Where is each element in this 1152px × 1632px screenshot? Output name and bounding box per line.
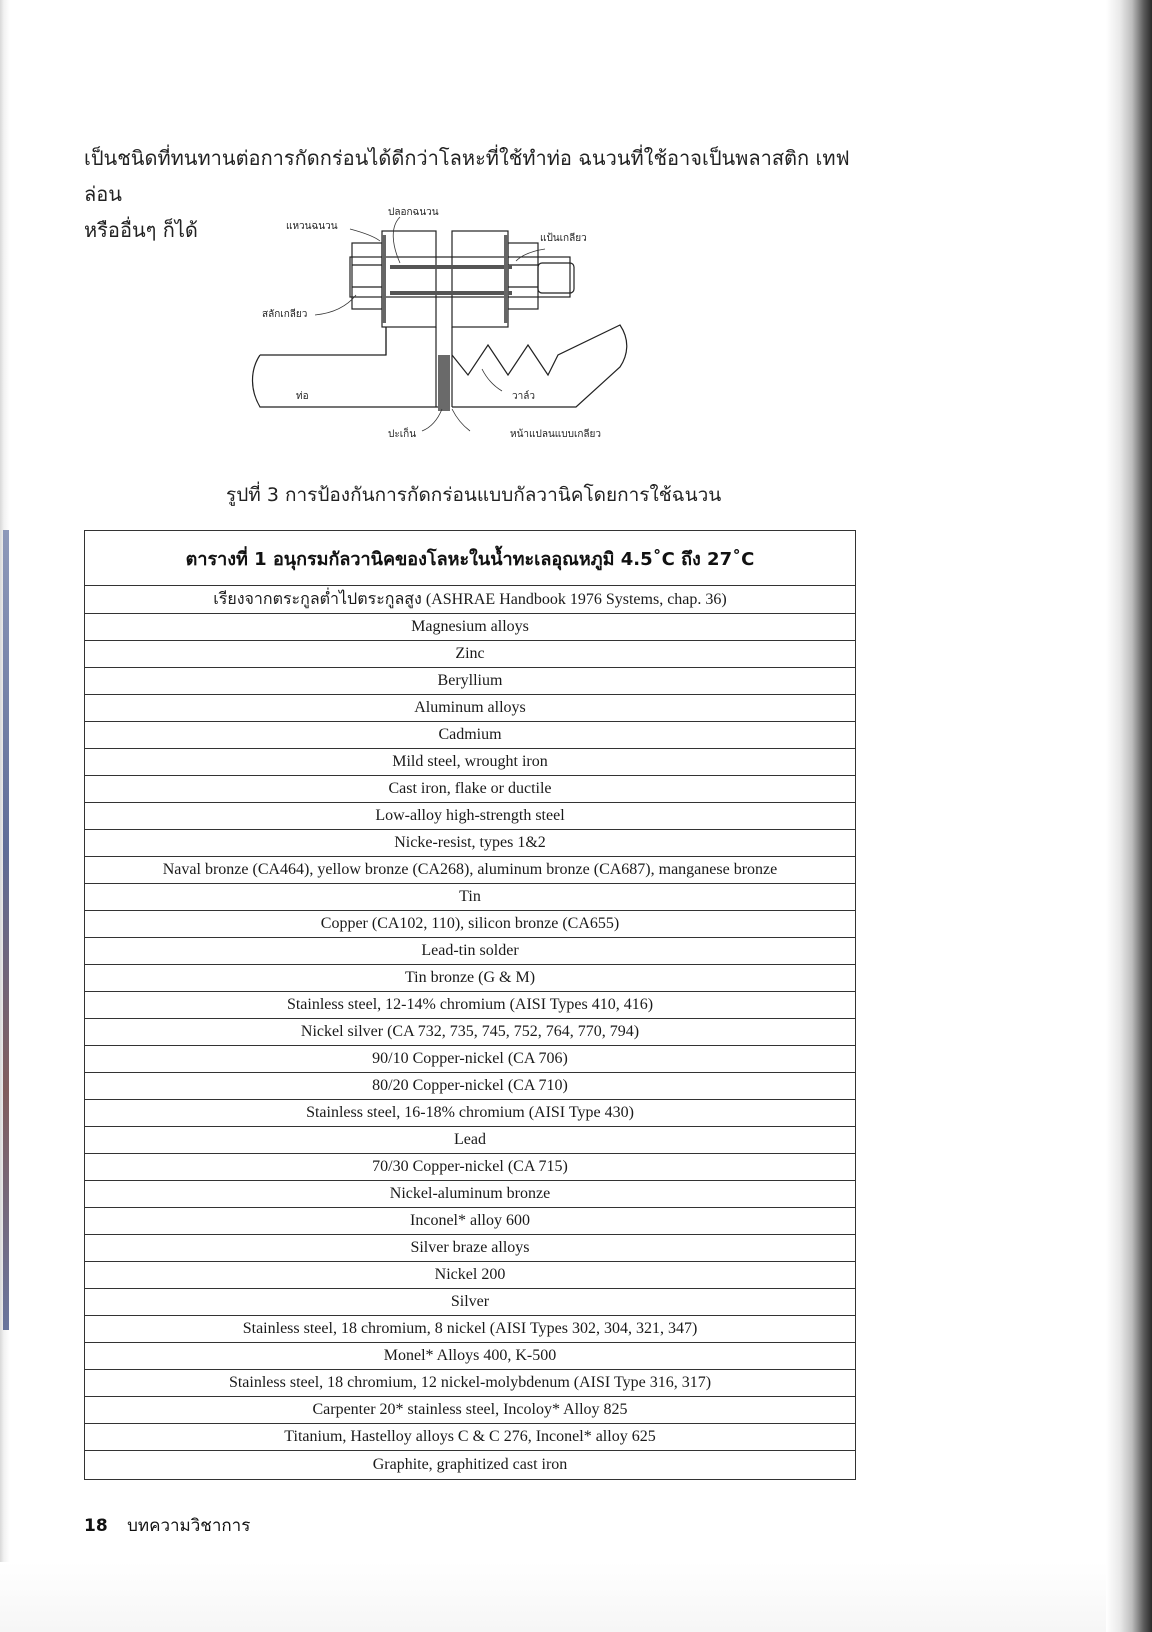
table-row: Monel* Alloys 400, K-500 — [85, 1343, 855, 1370]
table-row: Stainless steel, 18 chromium, 12 nickel-molybdenum (AISI Type 316, 317) — [85, 1370, 855, 1397]
book-spine — [3, 530, 9, 1330]
table-row: Nickel silver (CA 732, 735, 745, 752, 764, 770, 794) — [85, 1019, 855, 1046]
valve-outline — [452, 325, 627, 407]
table-row: Cadmium — [85, 722, 855, 749]
table-row: Magnesium alloys — [85, 614, 855, 641]
table-row: Titanium, Hastelloy alloys C & C 276, Inconel* alloy 625 — [85, 1424, 855, 1451]
pipe-outline — [253, 327, 441, 407]
table-row: Carpenter 20* stainless steel, Incoloy* Alloy 825 — [85, 1397, 855, 1424]
bolt-end — [538, 263, 574, 293]
page-footer — [84, 1512, 250, 1539]
table-row: Low-alloy high-strength steel — [85, 803, 855, 830]
insulated-flange-diagram — [240, 205, 670, 465]
page-edge-right — [1106, 0, 1152, 1632]
table-row: Inconel* alloy 600 — [85, 1208, 855, 1235]
table-row: Naval bronze (CA464), yellow bronze (CA268), aluminum bronze (CA687), manganese bronze — [85, 857, 855, 884]
table-row: Copper (CA102, 110), silicon bronze (CA655) — [85, 911, 855, 938]
table-row: Silver — [85, 1289, 855, 1316]
table-title: ตารางที่ 1 อนุกรมกัลวานิคของโลหะในน้ำทะเลอุณหภูมิ 4.5˚C ถึง 27˚C — [85, 531, 855, 586]
gasket — [438, 355, 450, 411]
flange-right — [452, 231, 508, 327]
insulating-washer-left — [382, 235, 386, 323]
table-row: Stainless steel, 12-14% chromium (AISI Types 410, 416) — [85, 992, 855, 1019]
table-row: Stainless steel, 18 chromium, 8 nickel (AISI Types 302, 304, 321, 347) — [85, 1316, 855, 1343]
figure-caption: รูปที่ 3 การป้องกันการกัดกร่อนแบบกัลวานิคโดยการใช้ฉนวน — [226, 484, 722, 506]
galvanic-series-table — [84, 530, 856, 1480]
table-row: 80/20 Copper-nickel (CA 710) — [85, 1073, 855, 1100]
table-subtitle: เรียงจากตระกูลต่ำไปตระกูลสูง (ASHRAE Handbook 1976 Systems, chap. 36) — [85, 586, 855, 614]
table-row: Cast iron, flake or ductile — [85, 776, 855, 803]
label-insulating-sleeve: ปลอกฉนวน — [388, 207, 439, 218]
nut-left — [352, 243, 382, 309]
intro-line-2: หรืออื่นๆ ก็ได้ — [84, 218, 198, 242]
label-steel-washer: แป้นเกลียว — [540, 233, 587, 244]
flange-drawing — [240, 205, 670, 465]
table-row: Tin bronze (G & M) — [85, 965, 855, 992]
label-threaded-flange: หน้าแปลนแบบเกลียว — [510, 429, 602, 440]
intro-line-1: เป็นชนิดที่ทนทานต่อการกัดกร่อนได้ดีกว่าโลหะที่ใช้ทำท่อ ฉนวนที่ใช้อาจเป็นพลาสติก เทฟล่อน — [84, 146, 850, 206]
flange-left — [382, 231, 436, 327]
label-insulating-washer: แหวนฉนวน — [286, 221, 338, 232]
footer-section: บทความวิชาการ — [127, 1516, 251, 1536]
page-number: 18 — [84, 1516, 108, 1536]
table-row: 90/10 Copper-nickel (CA 706) — [85, 1046, 855, 1073]
label-valve: วาล์ว — [512, 391, 535, 402]
table-row: Graphite, graphitized cast iron — [372, 1456, 568, 1473]
table-row: Nicke-resist, types 1&2 — [85, 830, 855, 857]
insulating-sleeve-bottom — [390, 291, 512, 295]
table-row: Mild steel, wrought iron — [85, 749, 855, 776]
table-row: Nickel 200 — [85, 1262, 855, 1289]
table-row: Nickel-aluminum bronze — [85, 1181, 855, 1208]
page-bottom-edge — [0, 1562, 1106, 1632]
table-row: Aluminum alloys — [85, 695, 855, 722]
insulating-washer-right — [504, 235, 508, 323]
table-row: Lead — [85, 1127, 855, 1154]
table-body — [85, 614, 855, 1479]
table-row: Tin — [85, 884, 855, 911]
table-row: Lead-tin solder — [85, 938, 855, 965]
insulating-sleeve-top — [390, 265, 512, 269]
label-gasket: ปะเก็น — [388, 429, 417, 440]
label-bolt: สลักเกลียว — [262, 309, 308, 320]
table-row: Zinc — [85, 641, 855, 668]
table-row: 70/30 Copper-nickel (CA 715) — [85, 1154, 855, 1181]
label-pipe: ท่อ — [296, 391, 309, 402]
table-row: Beryllium — [85, 668, 855, 695]
table-row: Silver braze alloys — [85, 1235, 855, 1262]
nut-right — [508, 243, 538, 309]
table-row: Stainless steel, 16-18% chromium (AISI Type 430) — [85, 1100, 855, 1127]
